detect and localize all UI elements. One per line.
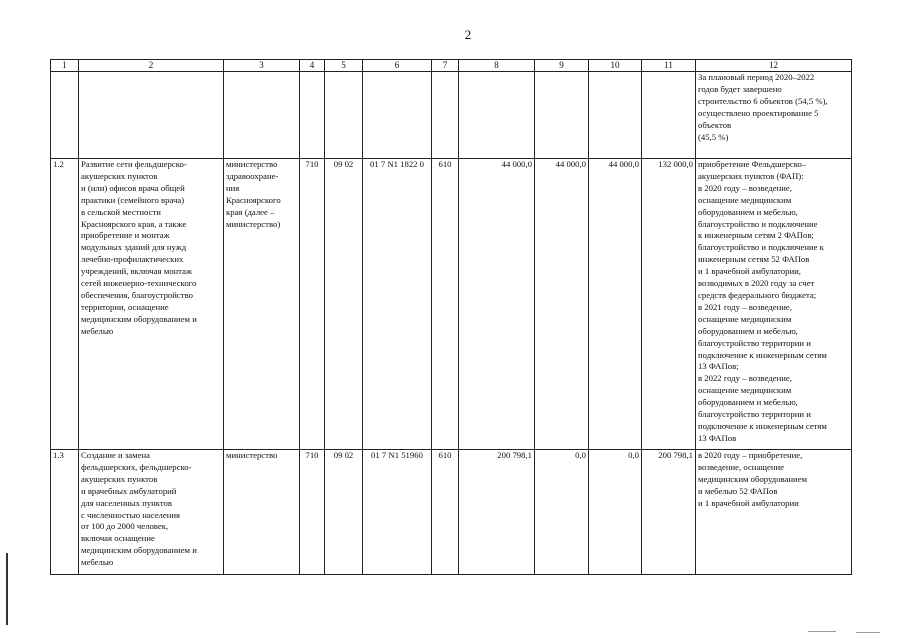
cell-code: 710 — [300, 450, 325, 575]
cell-activity — [79, 72, 224, 159]
table-row — [51, 450, 852, 575]
cell-number: 1.2 — [51, 159, 79, 450]
scan-margin-mark — [6, 553, 8, 625]
cell-number: 1.3 — [51, 450, 79, 575]
cell-executor — [224, 72, 300, 159]
column-header: 4 — [300, 60, 325, 72]
cell-expense-type: 610 — [432, 450, 459, 575]
column-header-row — [51, 60, 852, 72]
cell-total — [642, 72, 696, 159]
column-header: 7 — [432, 60, 459, 72]
column-header: 12 — [696, 60, 852, 72]
table-row — [51, 72, 852, 159]
cell-result: За плановый период 2020–2022 годов будет завершено строительство 6 объектов (54,5 %), осуществлено проектирование 5 объектов (45,5 %) — [696, 72, 852, 159]
cell-target-article: 01 7 N1 1822 0 — [363, 159, 432, 450]
cell-code: 710 — [300, 159, 325, 450]
scan-artifact — [808, 631, 836, 632]
cell-amount: 0,0 — [535, 450, 589, 575]
page-number: 2 — [464, 27, 472, 42]
cell-target-article — [363, 72, 432, 159]
cell-expense-type — [432, 72, 459, 159]
cell-code — [300, 72, 325, 159]
cell-activity: Создание и замена фельдшерских, фельдшерско- акушерских пунктов и врачебных амбулаторий для населенных пунктов с численностью населения от 100 до 2000 человек, включая оснащение медицинским оборудованием и мебелью — [79, 450, 224, 575]
cell-total: 200 798,1 — [642, 450, 696, 575]
cell-total: 132 000,0 — [642, 159, 696, 450]
column-header: 5 — [325, 60, 363, 72]
cell-amount: 44 000,0 — [589, 159, 642, 450]
column-header: 2 — [79, 60, 224, 72]
cell-amount — [459, 72, 535, 159]
cell-target-article: 01 7 N1 51960 — [363, 450, 432, 575]
cell-amount — [589, 72, 642, 159]
cell-result: приобретение Фельдшерско– акушерских пунктов (ФАП): в 2020 году – возведение, оснащение медицинским оборудованием и мебелью, благоустройство и подключение к инженерным сетям 2 ФАПов; благоустройство и подключение к инженерным сетям 52 ФАПов и 1 врачебной амбулатории, возводимых в 2020 году за счет средств федерального бюджета; в 2021 году – возведение, оснащение медицинским оборудованием и мебелью, благоустройство территории и подключение к инженерным сетям 13 ФАПов; в 2022 году – возведение, оснащение медицинским оборудованием и мебелью, благоустройство территории и подключение к инженерным сетям 13 ФАПов — [696, 159, 852, 450]
cell-number — [51, 72, 79, 159]
cell-executor: министерство здравоохране- ния Красноярского края (далее – министерство) — [224, 159, 300, 450]
cell-amount: 44 000,0 — [459, 159, 535, 450]
cell-activity: Развитие сети фельдшерско- акушерских пунктов и (или) офисов врача общей практики (семейного врача) в сельской местности Красноярского края, а также приобретение и монтаж модульных зданий для нужд лечебно-профилактических учреждений, включая монтаж сетей инженерно-технического обеспечения, благоустройство территории, оснащение медицинским оборудованием и мебелью — [79, 159, 224, 450]
column-header: 8 — [459, 60, 535, 72]
cell-amount: 0,0 — [589, 450, 642, 575]
column-header: 3 — [224, 60, 300, 72]
cell-expense-type: 610 — [432, 159, 459, 450]
scan-artifact — [856, 632, 880, 633]
cell-executor: министерство — [224, 450, 300, 575]
cell-section — [325, 72, 363, 159]
cell-section: 09 02 — [325, 450, 363, 575]
cell-amount — [535, 72, 589, 159]
table-row — [51, 159, 852, 450]
program-table — [50, 59, 852, 575]
column-header: 10 — [589, 60, 642, 72]
cell-amount: 44 000,0 — [535, 159, 589, 450]
column-header: 6 — [363, 60, 432, 72]
column-header: 11 — [642, 60, 696, 72]
cell-section: 09 02 — [325, 159, 363, 450]
cell-result: в 2020 году – приобретение, возведение, оснащение медицинским оборудованием и мебелью 52 ФАПов и 1 врачебной амбулатории — [696, 450, 852, 575]
column-header: 1 — [51, 60, 79, 72]
column-header: 9 — [535, 60, 589, 72]
cell-amount: 200 798,1 — [459, 450, 535, 575]
